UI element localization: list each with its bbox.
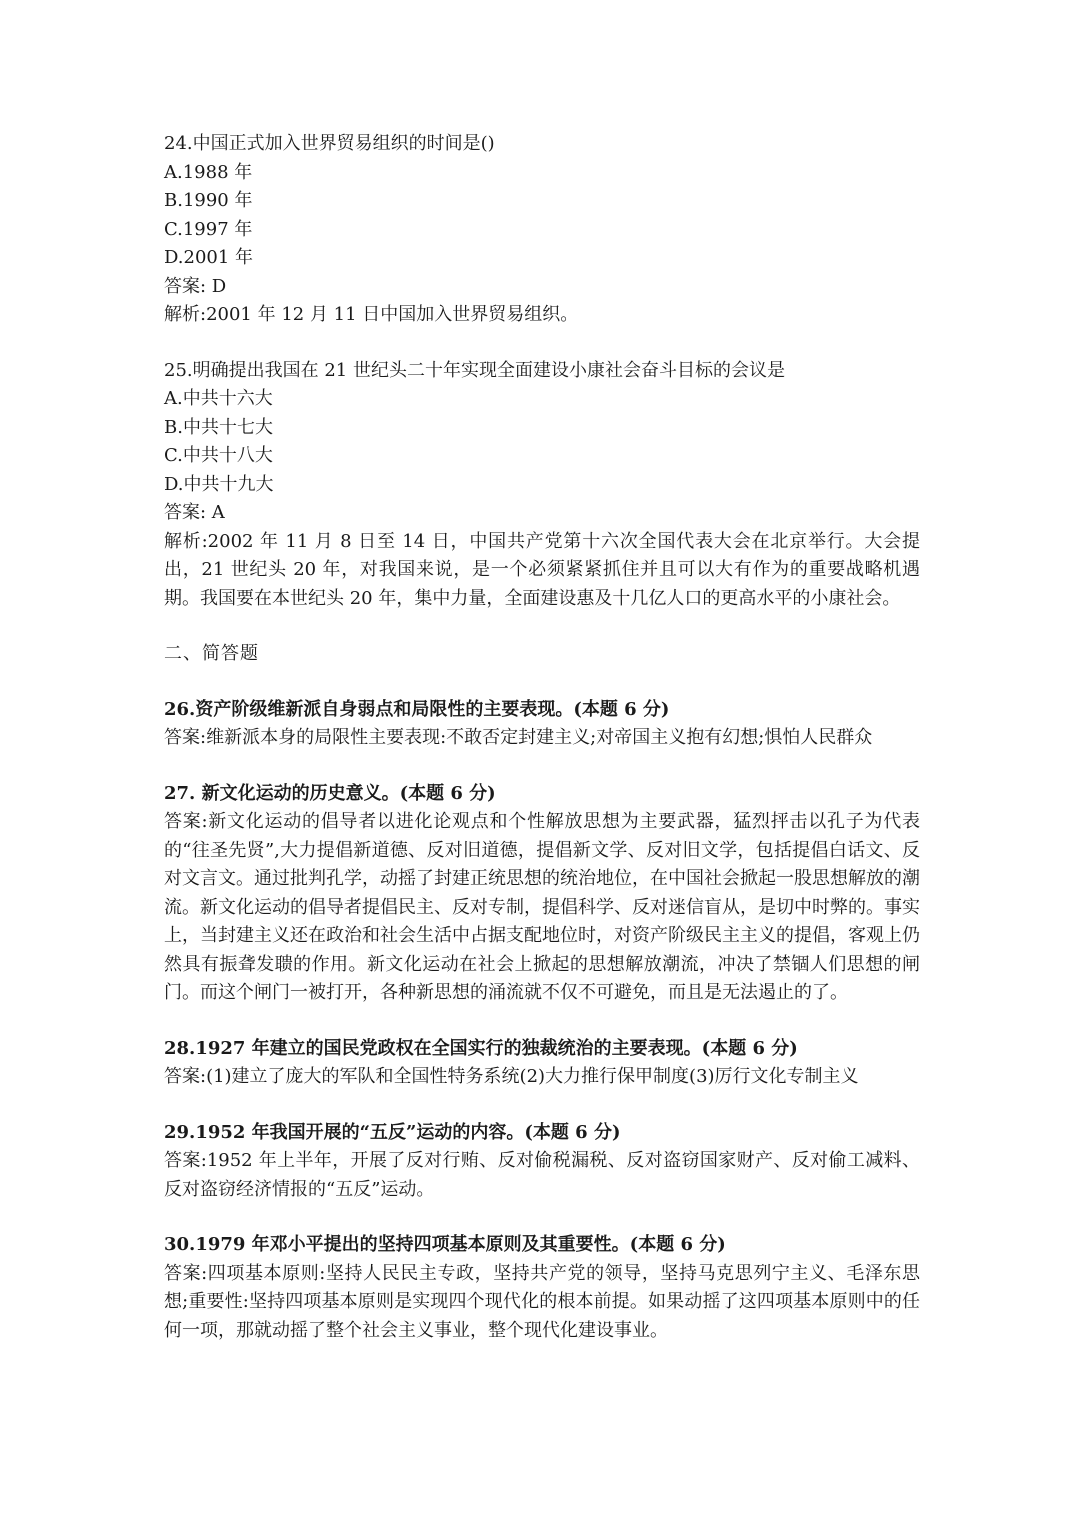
answer: 答案:新文化运动的倡导者以进化论观点和个性解放思想为主要武器，猛烈抨击以孔子为代表的“往圣先贤”,大力提倡新道德、反对旧道德，提倡新文学、反对旧文学，包括提倡白话文、反对文言文。通过批判孔学，动摇了封建正统思想的统治地位，在中国社会掀起一股思想解放的潮流。新文化运动的倡导者提倡民主、反对专制，提倡科学、反对迷信盲从，是切中时弊的。事实上，当封建主义还在政治和社会生活中占据支配地位时，对资产阶级民主主义的提倡，客观上仍然具有振聋发聩的作用。新文化运动在社会上掀起的思想解放潮流，冲决了禁锢人们思想的闸门。而这个闸门一被打开，各种新思想的涌流就不仅不可避免，而且是无法遏止的了。 [164, 811, 920, 1003]
option-d: D.中共十九大 [164, 473, 274, 495]
option-a: A.中共十六大 [164, 388, 273, 409]
question-stem: 25.明确提出我国在 21 世纪头二十年实现全面建设小康社会奋斗目标的会议是 [164, 359, 785, 381]
answer: 答案:四项基本原则:坚持人民民主专政，坚持共产党的领导，坚持马克思列宁主义、毛泽东思想;重要性:坚持四项基本原则是实现四个现代化的根本前提。如果动摇了这四项基本原则中的任何一项，那就动摇了整个社会主义事业，整个现代化建设事业。 [164, 1262, 920, 1341]
answer: 答案:1952 年上半年，开展了反对行贿、反对偷税漏税、反对盗窃国家财产、反对偷工减料、反对盗窃经济情报的“五反”运动。 [164, 1150, 920, 1200]
question-title: 27. 新文化运动的历史意义。(本题 6 分) [164, 782, 496, 804]
answer: 答案: A [164, 502, 225, 523]
document-page [164, 130, 920, 1345]
answer: 答案:维新派本身的局限性主要表现:不敢否定封建主义;对帝国主义抱有幻想;惧怕人民群众 [164, 727, 873, 748]
question-title: 29.1952 年我国开展的“五反”运动的内容。(本题 6 分) [164, 1121, 621, 1143]
question-25 [164, 357, 920, 614]
option-d: D.2001 年 [164, 247, 254, 268]
question-title: 30.1979 年邓小平提出的坚持四项基本原则及其重要性。(本题 6 分) [164, 1234, 726, 1255]
question-27 [164, 780, 920, 1008]
answer: 答案:(1)建立了庞大的军队和全国性特务系统(2)大力推行保甲制度(3)厉行文化专制主义 [164, 1066, 859, 1087]
analysis: 解析:2002 年 11 月 8 日至 14 日，中国共产党第十六次全国代表大会在北京举行。大会提出，21 世纪头 20 年，对我国来说，是一个必须紧紧抓住并且可以大有作为的重要战略机遇期。我国要在本世纪头 20 年，集中力量，全面建设惠及十几亿人口的更高水平的小康社会。 [164, 530, 920, 609]
option-a: A.1988 年 [164, 161, 253, 183]
question-title: 26.资产阶级维新派自身弱点和局限性的主要表现。(本题 6 分) [164, 698, 670, 720]
question-28 [164, 1035, 920, 1092]
option-b: B.中共十七大 [164, 416, 273, 438]
question-26 [164, 696, 920, 753]
option-b: B.1990 年 [164, 190, 253, 211]
analysis: 解析:2001 年 12 月 11 日中国加入世界贸易组织。 [164, 304, 579, 325]
option-c: C.中共十八大 [164, 445, 273, 466]
option-c: C.1997 年 [164, 218, 253, 240]
question-24 [164, 130, 920, 330]
answer: 答案: D [164, 275, 227, 297]
section-heading: 二、简答题 [164, 643, 259, 664]
question-30 [164, 1231, 920, 1345]
question-stem: 24.中国正式加入世界贸易组织的时间是() [164, 133, 495, 154]
question-title: 28.1927 年建立的国民党政权在全国实行的独裁统治的主要表现。(本题 6 分) [164, 1037, 798, 1059]
question-29 [164, 1119, 920, 1205]
